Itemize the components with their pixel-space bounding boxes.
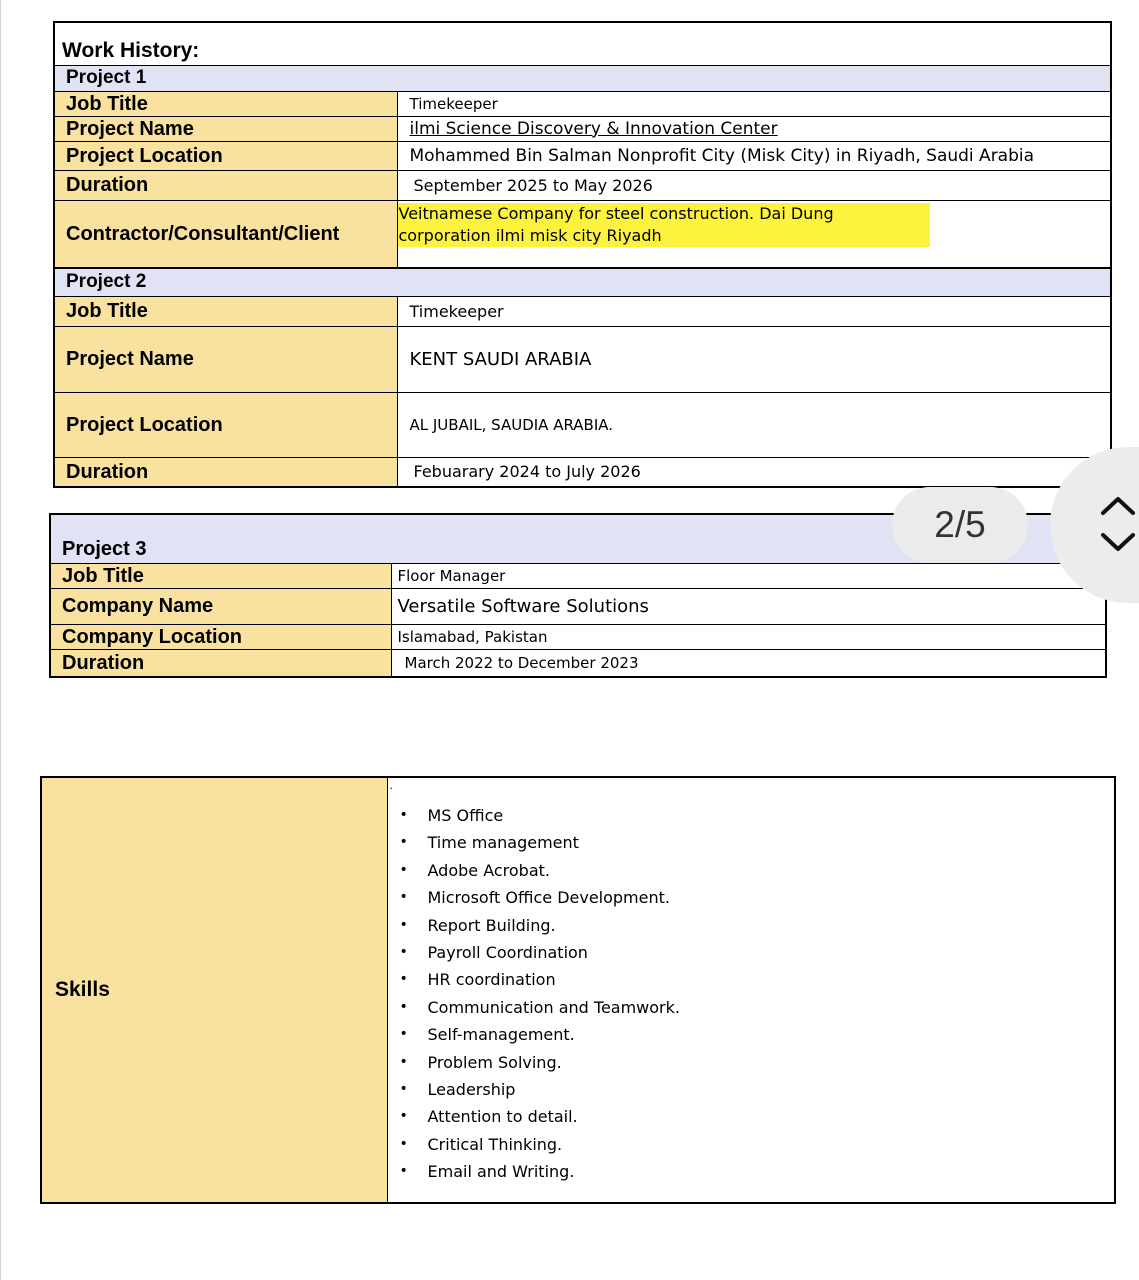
bullet-icon: • xyxy=(399,998,408,1015)
skill-text: Problem Solving. xyxy=(427,1052,562,1072)
skills-table xyxy=(40,776,1116,1204)
skill-text: Communication and Teamwork. xyxy=(427,997,680,1017)
skill-item xyxy=(388,1158,1115,1185)
bullet-icon: • xyxy=(399,1135,408,1152)
skill-item xyxy=(388,1131,1115,1158)
bullet-icon: • xyxy=(399,1108,408,1125)
page-edge xyxy=(0,0,1,1280)
skill-text: Microsoft Office Development. xyxy=(427,888,670,908)
bullet-icon: • xyxy=(399,971,408,988)
skills-list xyxy=(388,802,1115,1185)
skill-item xyxy=(388,966,1115,993)
skill-text: Email and Writing. xyxy=(427,1162,575,1182)
skill-text: Report Building. xyxy=(427,915,556,935)
p1-duration-value: September 2025 to May 2026 xyxy=(397,170,1111,200)
p1-contractor-label: Contractor/Consultant/Client xyxy=(54,200,397,268)
bullet-icon: • xyxy=(399,1163,408,1180)
p3-company-location-value: Islamabad, Pakistan xyxy=(391,624,1106,649)
bullet-icon: • xyxy=(399,834,408,851)
work-history-table xyxy=(53,21,1112,488)
bullet-icon: • xyxy=(399,916,408,933)
p1-job-title-value: Timekeeper xyxy=(397,91,1111,116)
skill-text: Payroll Coordination xyxy=(427,942,588,962)
page-indicator: 2/5 xyxy=(892,487,1028,563)
work-history-title: Work History: xyxy=(54,22,1111,65)
bullet-icon: • xyxy=(399,861,408,878)
bullet-icon: • xyxy=(399,889,408,906)
skill-text: Self-management. xyxy=(427,1025,575,1045)
p3-job-title-label: Job Title xyxy=(50,563,391,588)
p2-job-title-label: Job Title xyxy=(54,296,397,326)
skill-item xyxy=(388,939,1115,966)
skill-text: HR coordination xyxy=(427,970,556,990)
project-1-header: Project 1 xyxy=(54,65,1111,91)
skill-text: Adobe Acrobat. xyxy=(427,860,550,880)
skill-item xyxy=(388,1103,1115,1130)
skill-item xyxy=(388,1021,1115,1048)
p2-duration-label: Duration xyxy=(54,457,397,487)
skills-list-cell xyxy=(387,777,1115,1203)
p3-company-name-label: Company Name xyxy=(50,588,391,624)
skill-item xyxy=(388,857,1115,884)
skill-text: Critical Thinking. xyxy=(427,1134,563,1154)
p1-duration-label: Duration xyxy=(54,170,397,200)
bullet-icon: • xyxy=(399,1026,408,1043)
skill-item xyxy=(388,912,1115,939)
project-3-header: Project 3 xyxy=(50,514,1106,563)
p2-job-title-value: Timekeeper xyxy=(397,296,1111,326)
p2-project-location-value: AL JUBAIL, SAUDIA ARABIA. xyxy=(397,392,1111,457)
p2-project-name-label: Project Name xyxy=(54,326,397,392)
skills-leading-mark: . xyxy=(389,778,393,792)
chevron-up-icon[interactable] xyxy=(1100,494,1136,516)
p1-project-name-label: Project Name xyxy=(54,116,397,141)
p3-job-title-value: Floor Manager xyxy=(391,563,1106,588)
bullet-icon: • xyxy=(399,807,408,823)
skill-text: MS Office xyxy=(427,806,504,825)
p2-duration-value: Febuarary 2024 to July 2026 xyxy=(397,457,1111,487)
p3-duration-label: Duration xyxy=(50,649,391,677)
p1-job-title-label: Job Title xyxy=(54,91,397,116)
p1-project-location-value: Mohammed Bin Salman Nonprofit City (Misk City) in Riyadh, Saudi Arabia xyxy=(397,141,1111,170)
p1-project-name-link[interactable]: ilmi Science Discovery & Innovation Center xyxy=(397,116,1111,141)
p3-duration-value: March 2022 to December 2023 xyxy=(391,649,1106,677)
bullet-icon: • xyxy=(399,943,408,960)
skill-text: Leadership xyxy=(427,1079,516,1099)
p1-project-location-label: Project Location xyxy=(54,141,397,170)
skills-label: Skills xyxy=(41,777,387,1203)
p1-contractor-value-highlight: Veitnamese Company for steel construction. Dai Dung corporation ilmi misk city Riyadh xyxy=(398,203,930,247)
skill-item xyxy=(388,802,1115,829)
p2-project-location-label: Project Location xyxy=(54,392,397,457)
skill-item xyxy=(388,994,1115,1021)
skill-item xyxy=(388,1049,1115,1076)
project-2-header: Project 2 xyxy=(54,268,1111,296)
p3-company-name-value: Versatile Software Solutions xyxy=(391,588,1106,624)
bullet-icon: • xyxy=(399,1080,408,1097)
skill-item xyxy=(388,1076,1115,1103)
skill-text: Attention to detail. xyxy=(427,1107,578,1127)
bullet-icon: • xyxy=(399,1053,408,1070)
skill-item xyxy=(388,884,1115,911)
chevron-down-icon[interactable] xyxy=(1100,532,1136,554)
skill-text: Time management xyxy=(427,833,579,853)
p2-project-name-value: KENT SAUDI ARABIA xyxy=(397,326,1111,392)
skill-item xyxy=(388,829,1115,856)
p3-company-location-label: Company Location xyxy=(50,624,391,649)
